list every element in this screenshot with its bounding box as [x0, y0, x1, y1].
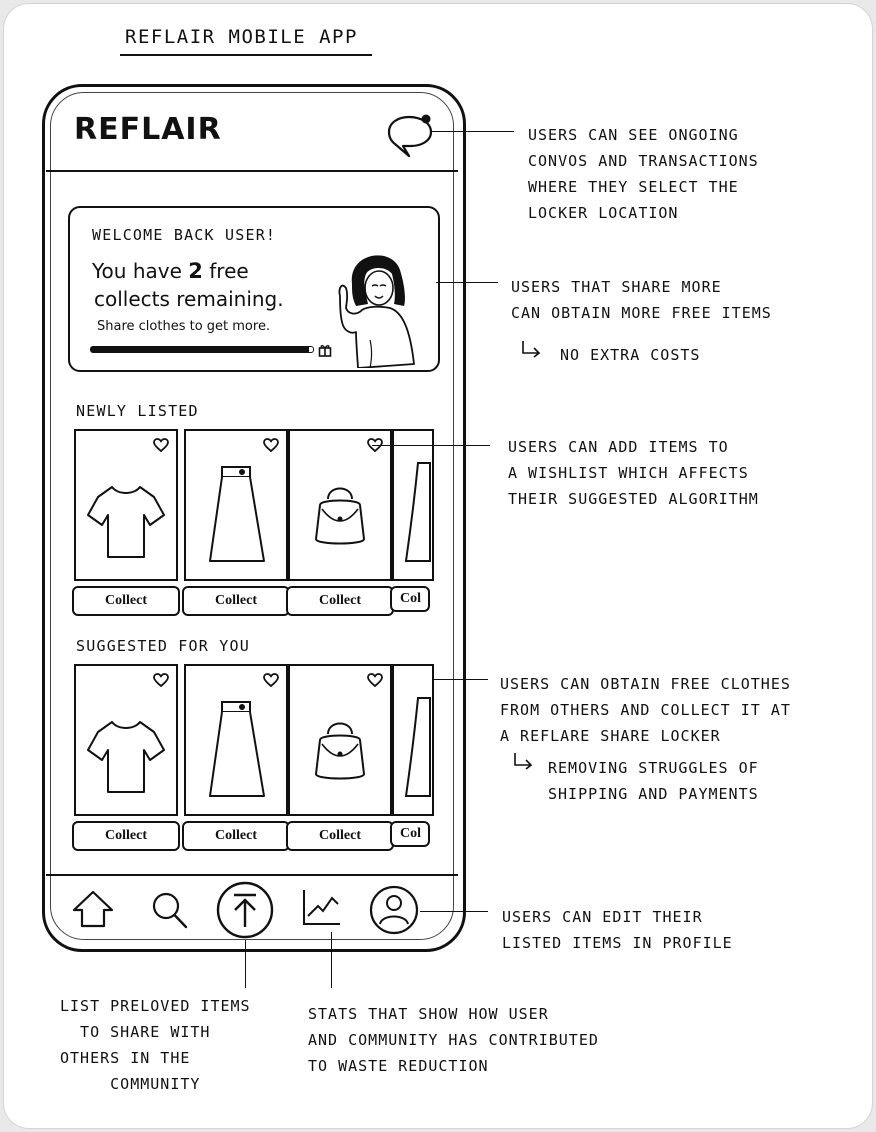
collect-button[interactable]: Collect: [72, 586, 180, 616]
title-underline: [120, 54, 372, 56]
annotation-wishlist: USERS CAN ADD ITEMS TO A WISHLIST WHICH AFFECTS THEIR SUGGESTED ALGORITHM: [508, 438, 759, 508]
annotation-profile: USERS CAN EDIT THEIR LISTED ITEMS IN PROFILE: [502, 908, 733, 952]
item-card[interactable]: [288, 664, 392, 816]
skirt-icon: [194, 688, 278, 806]
connector-profile: [420, 911, 488, 912]
item-card[interactable]: [184, 429, 288, 581]
free-collect-count: 2: [188, 259, 203, 283]
item-card[interactable]: [74, 429, 178, 581]
item-card[interactable]: [184, 664, 288, 816]
dress-partial-icon: [394, 688, 434, 806]
collects-remaining-line: collects remaining.: [94, 287, 284, 311]
item-card[interactable]: [392, 664, 434, 816]
connector-wishlist: [372, 445, 490, 446]
welcome-greeting: WELCOME BACK USER!: [92, 226, 277, 244]
item-card[interactable]: [288, 429, 392, 581]
bag-icon: [298, 453, 382, 571]
heart-icon[interactable]: [153, 438, 169, 452]
upload-icon[interactable]: [215, 880, 275, 940]
app-logo: REFLAIR: [74, 112, 222, 147]
heart-icon[interactable]: [153, 673, 169, 687]
connector-collect: [432, 679, 488, 680]
item-card[interactable]: [392, 429, 434, 581]
girl-illustration: [322, 244, 422, 368]
annotation-list: LIST PRELOVED ITEMS TO SHARE WITH OTHERS IN THE COMMUNITY: [60, 997, 251, 1093]
free-collects-line: You have 2 free: [92, 259, 249, 283]
collect-button[interactable]: Collect: [182, 586, 290, 616]
connector-stats: [331, 932, 332, 988]
collect-button[interactable]: Collect: [182, 821, 290, 851]
heart-icon[interactable]: [367, 673, 383, 687]
page-title: REFLAIR MOBILE APP: [125, 26, 358, 48]
profile-icon[interactable]: [368, 884, 420, 936]
bag-icon: [298, 688, 382, 806]
collect-button[interactable]: Col: [390, 586, 430, 612]
annotation-collect: USERS CAN OBTAIN FREE CLOTHES FROM OTHERS AND COLLECT IT AT A REFLARE SHARE LOCKER: [500, 675, 791, 745]
share-progress-bar: [90, 346, 314, 353]
chat-icon[interactable]: [383, 112, 435, 160]
connector-share: [436, 282, 498, 283]
tshirt-icon: [84, 688, 168, 806]
annotation-collect-sub: REMOVING STRUGGLES OF SHIPPING AND PAYMENTS: [548, 759, 759, 803]
annotation-stats: STATS THAT SHOW HOW USER AND COMMUNITY HAS CONTRIBUTED TO WASTE REDUCTION: [308, 1005, 599, 1075]
heart-icon[interactable]: [263, 673, 279, 687]
share-prompt: Share clothes to get more.: [97, 319, 271, 334]
arrow-icon: [512, 752, 534, 770]
collect-button[interactable]: Collect: [286, 821, 394, 851]
annotation-share: USERS THAT SHARE MORE CAN OBTAIN MORE FREE ITEMS: [511, 278, 772, 322]
collect-button[interactable]: Collect: [286, 586, 394, 616]
skirt-icon: [194, 453, 278, 571]
suggested-title: SUGGESTED FOR YOU: [76, 637, 250, 655]
connector-chat: [432, 131, 514, 132]
annotation-chat: USERS CAN SEE ONGOING CONVOS AND TRANSACTIONS WHERE THEY SELECT THE LOCKER LOCATION: [528, 126, 759, 222]
stats-icon[interactable]: [298, 886, 344, 932]
heart-icon[interactable]: [263, 438, 279, 452]
item-card[interactable]: [74, 664, 178, 816]
annotation-share-sub: NO EXTRA COSTS: [560, 346, 701, 364]
header-divider: [46, 170, 458, 172]
share-progress-fill: [91, 347, 309, 352]
collect-button[interactable]: Collect: [72, 821, 180, 851]
nav-divider: [46, 874, 458, 876]
home-icon[interactable]: [70, 886, 116, 932]
newly-listed-title: NEWLY LISTED: [76, 402, 199, 420]
dress-partial-icon: [394, 453, 434, 571]
search-icon[interactable]: [146, 886, 192, 932]
arrow-icon: [520, 340, 542, 358]
collect-button[interactable]: Col: [390, 821, 430, 847]
connector-list: [245, 940, 246, 988]
tshirt-icon: [84, 453, 168, 571]
